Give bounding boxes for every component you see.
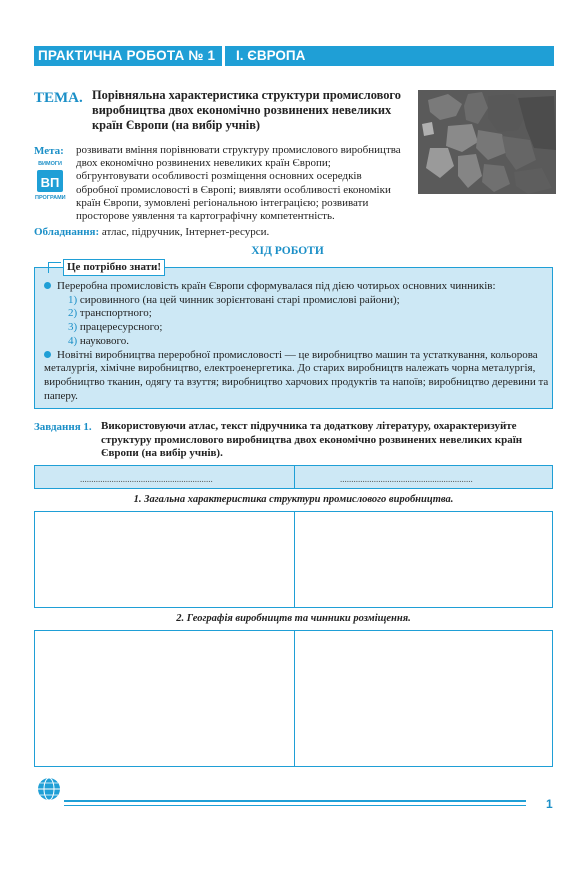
svg-text:ВП: ВП — [40, 175, 60, 190]
info-box-content — [44, 280, 549, 403]
equipment-line — [34, 226, 269, 238]
answer-cell-2-1[interactable] — [34, 630, 295, 767]
program-requirements-badge — [35, 160, 65, 204]
equipment-text: атлас, підручник, Інтернет-ресурси. — [99, 226, 270, 238]
globe-icon — [36, 776, 62, 802]
badge-top-text: ВИМОГИ — [38, 161, 62, 167]
task-label: Завдання 1. — [34, 421, 92, 433]
list-item: 4) наукового. — [68, 334, 130, 347]
footer-rule-thin — [64, 805, 526, 806]
info-box-tag: Це потрібно знати! — [63, 259, 165, 276]
bullet-icon — [44, 351, 51, 358]
answer-cell-1-2[interactable] — [294, 511, 553, 608]
goal-label: Мета: — [34, 145, 64, 157]
table-row-2-title: 2. Географія виробництв та чинники розміщення. — [176, 613, 411, 624]
answer-cell-2-2[interactable] — [294, 630, 553, 767]
info-paragraph-1: Переробна промисловість країн Європи сформувалася під дією чотирьох основних чинників: — [44, 280, 549, 294]
goal-text: розвивати вміння порівнювати структуру промислового виробництва двох економічно розвинених невеликих країн Європи; обгрунтовувати особливості розміщення основних осередків обробної промисловості в Європі; виявляти особливості економіки країн Європи, зумовлені регіональною інтеграцією; розвивати просторове уявлення та картографічну компетентність. — [76, 144, 401, 223]
section-title: І. ЄВРОПА — [236, 48, 306, 63]
answer-cell-1-1[interactable] — [34, 511, 295, 608]
europe-map-image — [418, 90, 556, 194]
footer-rule — [64, 800, 526, 802]
list-item: 3) працересурсного; — [68, 321, 163, 334]
table-header-divider — [294, 465, 295, 489]
topic-label: ТЕМА. — [34, 90, 83, 106]
table-row-1-title: 1. Загальна характеристика структури промислового виробництва. — [133, 494, 454, 505]
info-box-tag-corner — [48, 262, 61, 273]
list-item: 2) транспортного; — [68, 307, 152, 320]
worksheet-title: ПРАКТИЧНА РОБОТА № 1 — [38, 48, 216, 63]
list-item: 1) сировинного (на цей чинник зорієнтовані старі промислові райони); — [68, 293, 400, 306]
header-divider — [222, 46, 225, 66]
page-number: 1 — [546, 797, 553, 811]
country-1-field[interactable]: ........................................................... — [80, 474, 213, 484]
topic-text: Порівняльна характеристика структури промислового виробництва двох економічно розвинених невеликих країн Європи (на вибір учнів) — [92, 88, 401, 132]
bullet-icon — [44, 282, 51, 289]
badge-bottom-text: ПРОГРАМИ — [35, 195, 66, 201]
info-paragraph-2: Новітні виробництва переробної промисловості — це виробництво машин та устаткування, кольорова металургія, хімічне виробництво, електроенергетика. До старих виробництв належать чорна металургія, виробництво тканин, одягу та взуття; виробництво харчових продуктів та напоїв; виробництво деревини та паперу. — [44, 348, 549, 402]
equipment-label: Обладнання: — [34, 226, 100, 238]
procedure-title: ХІД РОБОТИ — [251, 245, 324, 257]
task-text: Використовуючи атлас, текст підручника та додаткову літературу, охарактеризуйте структуру промислового виробництва двох економічно розвинених невеликих країн Європи (на вибір учнів). — [101, 420, 523, 459]
country-2-field[interactable]: ........................................................... — [340, 474, 473, 484]
